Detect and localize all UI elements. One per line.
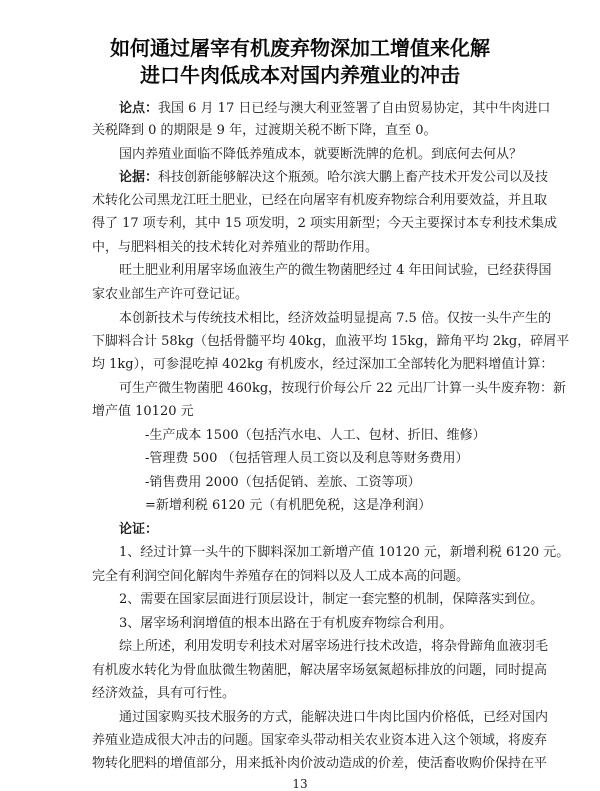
text-line: 有机废水转化为骨血肽微生物菌肥，解决屠宰场氨氮超标排放的问题，同时提高: [92, 663, 548, 678]
text-line: 家农业部生产许可登记证。: [92, 287, 249, 302]
text-line: 完全有利润空间化解肉牛养殖存在的饲料以及人工成本高的问题。: [92, 569, 470, 584]
text-line: 增产值 10120 元: [92, 404, 194, 419]
text-line: 我国 6 月 17 日已经与澳大利亚签署了自由贸易协定，其中牛肉进口: [158, 101, 551, 116]
text-line: 综上所述，利用发明专利技术对屠宰场进行技术改造，将杂骨蹄角血液羽毛: [119, 639, 549, 654]
text-line: 物转化肥料的增值部分，用来抵补肉价波动造成的价差，使活畜收购价保持在平: [92, 756, 548, 771]
text-line: 可生产微生物菌肥 460kg，按现行价每公斤 22 元出厂计算一头牛废弃物：新: [119, 381, 566, 396]
page-number: 13: [292, 777, 308, 791]
cost-item-sales: -销售费用 2000（包括促销、差旅、工资等项）: [145, 475, 421, 490]
evidence-label: 论据：: [119, 170, 159, 185]
text-line: 经济效益，具有可行性。: [92, 686, 236, 701]
text-line: 1、经过计算一头牛的下脚料深加工新增产值 10120 元，新增利税 6120 元。: [119, 545, 570, 560]
text-line: 得了 17 项专利，其中 15 项发明，2 项实用新型；今天主要探讨本专利技术集成: [92, 216, 558, 231]
cost-item-management: -管理费 500 （包括管理人员工资以及利息等财务费用）: [145, 451, 469, 466]
demonstration-label: 论证：: [119, 522, 159, 537]
text-line: 本创新技术与传统技术相比，经济效益明显提高 7.5 倍。仅按一头牛产生的: [119, 311, 551, 326]
document-title-line-2: 进口牛肉低成本对国内养殖业的冲击: [140, 63, 460, 87]
text-line: 术转化公司黑龙江旺土肥业，已经在向屠宰有机废弃物综合利用要效益，并且取: [92, 193, 548, 208]
text-line: 国内养殖业面临不降低养殖成本，就要断洗牌的危机。到底何去何从？: [119, 147, 523, 162]
cost-item-production: -生产成本 1500（包括汽水电、人工、包材、折旧、维修）: [145, 428, 486, 443]
text-line: 下脚料合计 58kg（包括骨髓平均 40kg，血液平均 15kg，蹄角平均 2kg，碎屑平: [92, 334, 570, 349]
text-line: 2、需要在国家层面进行顶层设计，制定一套完整的机制，保障落实到位。: [119, 592, 544, 607]
document-title-line-1: 如何通过屠宰有机废弃物深加工增值来化解: [110, 36, 490, 60]
text-line: 科技创新能够解决这个瓶颈。哈尔滨大鹏上畜产技术开发公司以及技: [158, 170, 549, 185]
text-line: 3、屠宰场利润增值的根本出路在于有机废弃物综合利用。: [119, 616, 453, 631]
evidence-paragraph: [119, 170, 548, 186]
text-line: 旺土肥业利用屠宰场血液生产的微生物菌肥经过 4 年田间试验，已经获得国: [119, 263, 552, 278]
text-line: 通过国家购买技术服务的方式，能解决进口牛肉比国内价格低，已经对国内: [119, 710, 549, 725]
text-line: 养殖业造成很大冲击的问题。国家牵头带动相关农业资本进入这个领域，将废弃: [92, 733, 548, 748]
argument-paragraph: [119, 101, 550, 117]
text-line: 中，与肥料相关的技术转化对养殖业的帮助作用。: [92, 240, 379, 255]
text-line: 均 1kg），可参混吃掉 402kg 有机废水，经过深加工全部转化为肥料增值计算：: [92, 357, 554, 372]
net-profit-line: =新增利税 6120 元（有机肥免税，这是净利润）: [145, 498, 432, 513]
text-line: 关税降到 0 的期限是 9 年，过渡期关税不断下降，直至 0。: [92, 123, 437, 138]
argument-label: 论点：: [119, 101, 159, 116]
